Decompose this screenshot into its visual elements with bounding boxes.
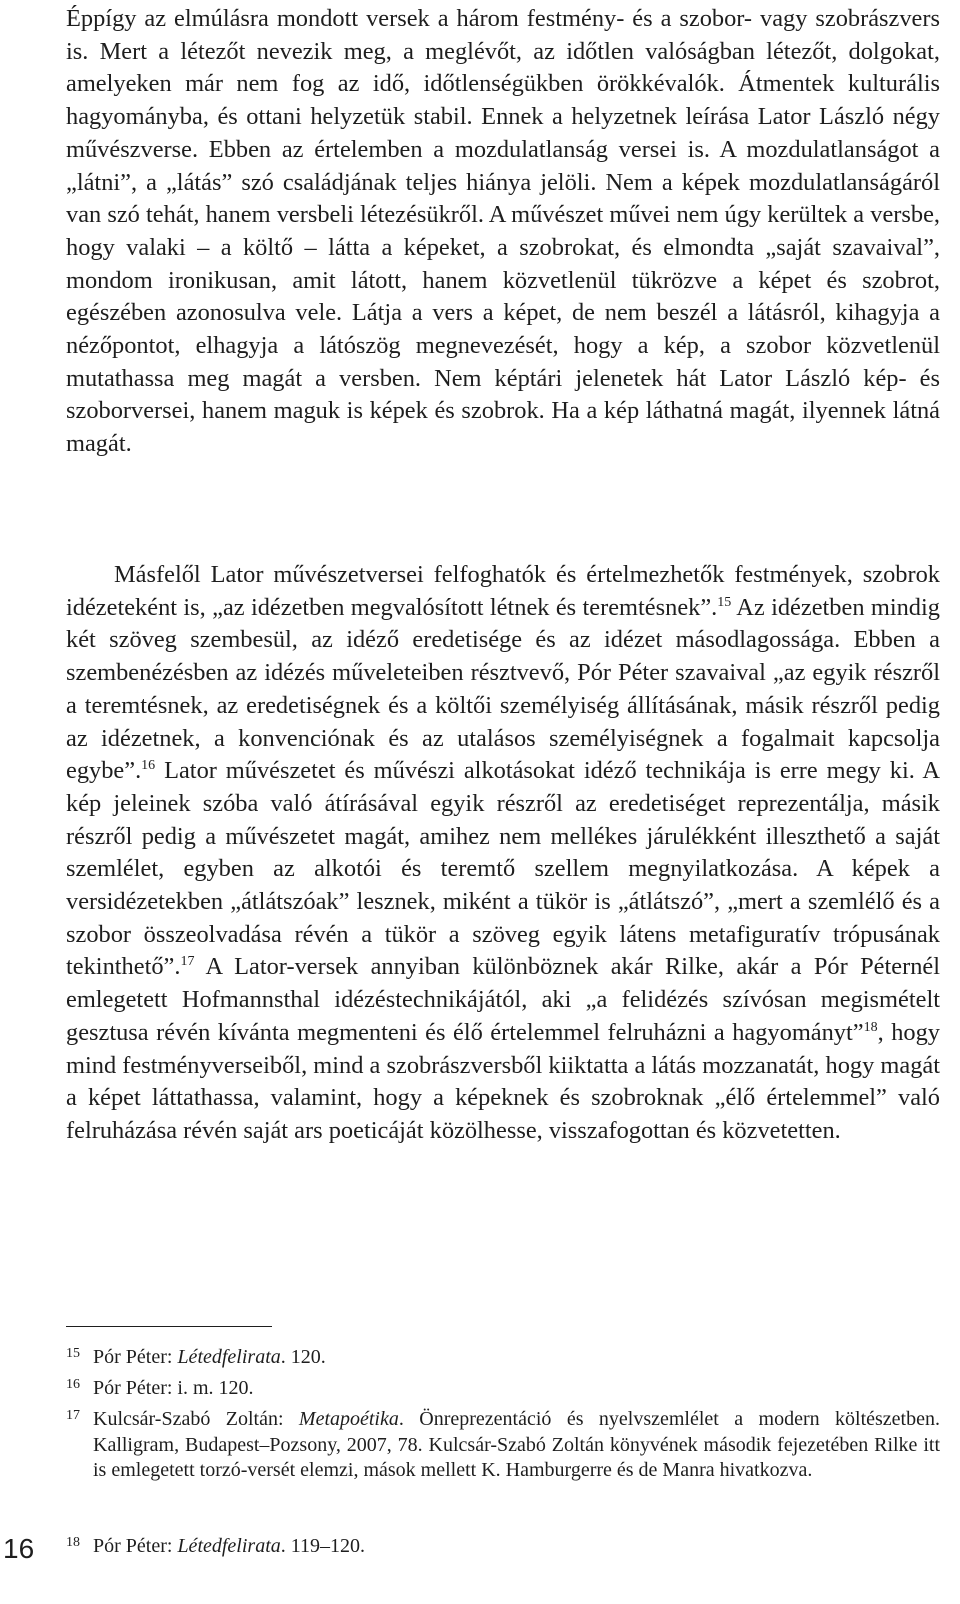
footnote-text: Pór Péter: Létedfelirata. 119–120. — [93, 1535, 366, 1557]
footnote-15 — [66, 1345, 940, 1371]
paragraph-2-text-c: Lator művészetet és művészi alkotásokat idéző technikája is erre megy ki. A kép jeleinek szóba való átírásával egyik részről az eredetiséget reprezentálja, másik részről pedig a művészetet magát, amihez nem mellékes járulékként illeszthető a saját szemlélet, egyben az alkotói és teremtő szellem megnyilatkozása. A képek a versidézetekben „átlátszóak” lesznek, miként a tükör is „átlátszó”, „mert a szemlélő és a szobor összeolvadása révén a tükör a szöveg egyik látens metafiguratív trópusának tekinthető”. — [66, 757, 940, 981]
footnote-ref-18[interactable]: 18 — [863, 1019, 878, 1035]
footnote-ref-16[interactable]: 16 — [141, 758, 156, 774]
footnote-ref-17[interactable]: 17 — [180, 954, 195, 970]
body-paragraph-2 — [66, 559, 940, 1148]
footnote-text: Pór Péter: Létedfelirata. 120. — [93, 1346, 326, 1368]
footnote-separator — [66, 1326, 272, 1327]
page-number: 16 — [3, 1533, 35, 1564]
footnote-number: 15 — [66, 1346, 80, 1361]
body-paragraph-1: Éppígy az elmúlásra mondott versek a három festmény- és a szobor- vagy szobrászvers is. Mert a létezőt nevezik meg, a meglévőt, az időtlen valóságban létezőt, dolgokat, amelyeken már nem fog az idő, időtlenségükben örökkévalók. Átmentek kulturális hagyományba, és ottani helyzetük stabil. Ennek a helyzetnek leírása Lator László négy művészverse. Ebben az értelemben a mozdulatlanság versei is. A mozdulatlanságot a „látni”, a „látás” szó családjának teljes hiánya jelöli. Nem a képek mozdulatlanságáról van szó tehát, hanem versbeli létezésükről. A művészet művei nem úgy kerültek a versbe, hogy valaki – a költő – látta a képeket, a szobrokat, és elmondta „saját szavaival”, mondom ironikusan, amit látott, hanem közvetlenül tükrözve a képet és szobrot, egészében azonosulva vele. Látja a vers a képet, de nem beszél a látásról, kihagyja a nézőpontot, elhagyja a látószög megnevezését, hogy a kép, a szobor közvetlenül mutathassa meg magát a versben. Nem képtári jelenetek hát Lator László kép- és szoborversei, hanem maguk is képek és szobrok. Ha a kép láthatná magát, ilyennek látná magát. — [66, 5, 940, 458]
footnote-17 — [66, 1407, 940, 1484]
footnote-18 — [66, 1534, 940, 1560]
footnote-text: Kulcsár-Szabó Zoltán: Metapoétika. Önreprezentáció és nyelvszemlélet a modern költészetben. Kalligram, Budapest–Pozsony, 2007, 78. Kulcsár-Szabó Zoltán könyvének második fejezetében Rilke itt is emlegetett torzó-versét elemzi, mások mellett K. Hamburgerre és de Manra hivatkozva. — [93, 1408, 940, 1481]
paragraph-2-text-d: A Lator-versek annyiban különböznek akár Rilke, akár a Pór Péternél emlegetett Hofmannsthal idézéstechnikájától, aki „a felidézés szívósan megismételt gesztusa révén kívánta megmenteni és élő értelemmel felruházni a hagyományt” — [66, 953, 940, 1046]
paragraph-2-text-b: Az idézetben mindig két szöveg szembesül, az idéző eredetisége és az idézet másodlagossága. Ebben a szembenézésben az idézés műveleteiben résztvevő, Pór Péter szavaival „az egyik részről a teremtésnek, az eredetiségnek és a költői személyiség állításának, másik részről pedig az idézetnek, a konvenciónak és az utalásos személyiségnek a fogalmait kapcsolja egybe”. — [66, 593, 940, 785]
footnote-text: Pór Péter: i. m. 120. — [93, 1377, 254, 1399]
paragraph-2-text-a: Másfelől Lator művészetversei felfoghatók és értelmezhetők festmények, szobrok idézeteként is, „az idézetben megvalósított létnek és teremtésnek”. — [66, 561, 940, 621]
footnote-number: 16 — [66, 1377, 80, 1392]
footnote-number: 17 — [66, 1408, 80, 1423]
footnote-number: 18 — [66, 1535, 80, 1550]
footnote-ref-15[interactable]: 15 — [717, 594, 732, 610]
footnote-16 — [66, 1376, 940, 1402]
paragraph-2-text-e: , hogy mind festményverseiből, mind a szobrászversből kiiktatta a látás mozzanatát, hogy magát a képet láttathassa, valamint, hogy a képeknek és szobroknak „élő értelemmel” való felruházása révén saját ars poeticáját közölhesse, visszafogottan és közvetetten. — [66, 1018, 940, 1144]
